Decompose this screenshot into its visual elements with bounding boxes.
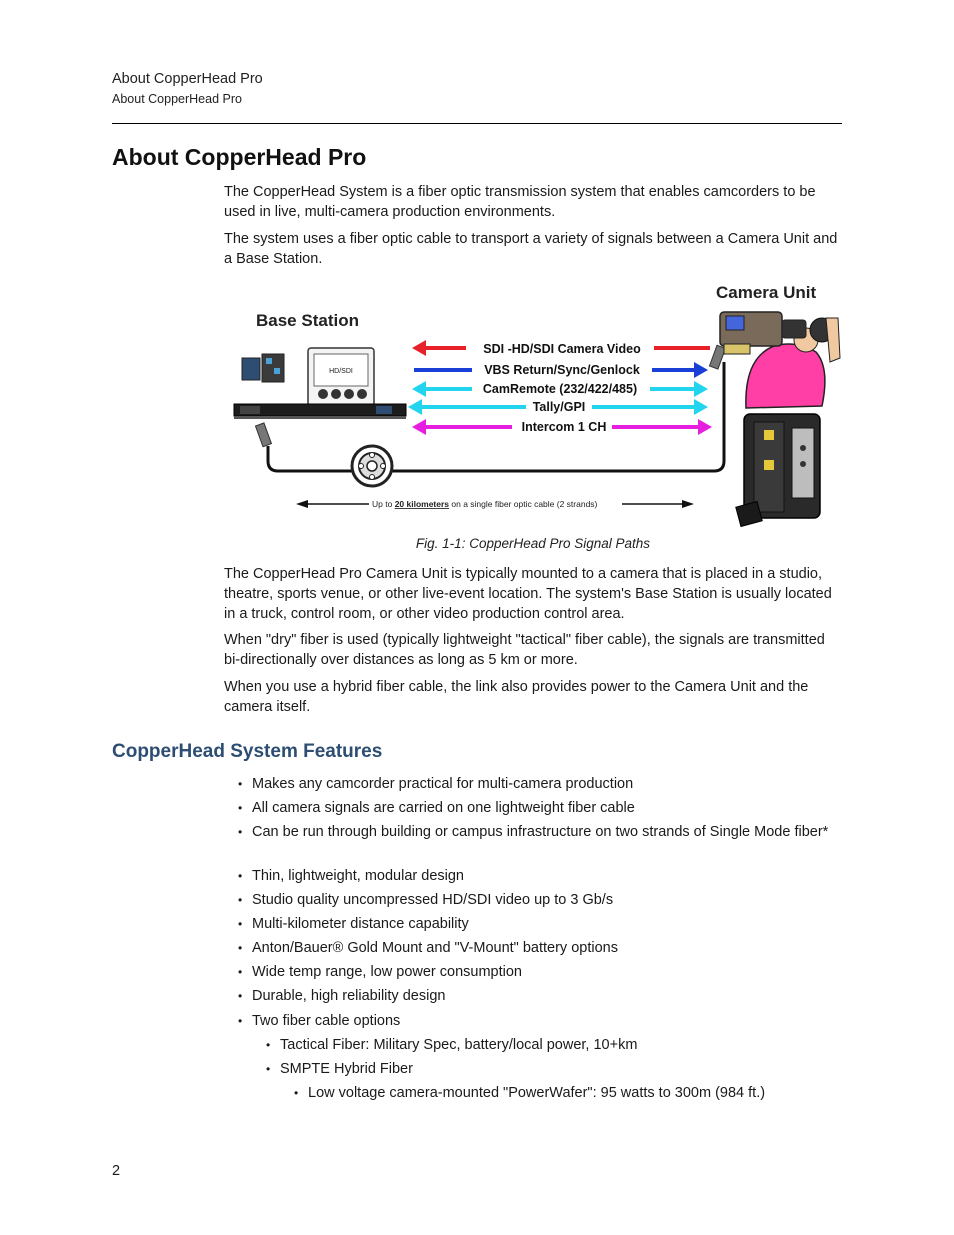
cable-reel-icon — [352, 446, 392, 486]
list-item: • Multi-kilometer distance capability — [238, 916, 469, 932]
signal-label-vbs: VBS Return/Sync/Genlock — [484, 363, 640, 377]
signal-label-intercom: Intercom 1 CH — [521, 420, 607, 434]
signal-arrow-intercom — [412, 419, 712, 435]
signal-arrow-camremote — [412, 381, 708, 397]
intro-paragraph-2: The system uses a fiber optic cable to transport a variety of signals between a Camera Unit and a Base Station. — [224, 231, 838, 267]
list-item: • Wide temp range, low power consumption — [238, 964, 522, 980]
signal-label-sdi: SDI -HD/SDI Camera Video — [483, 342, 641, 356]
monitor-icon — [308, 348, 374, 406]
signal-arrow-vbs — [414, 362, 708, 378]
running-header-chapter: About CopperHead Pro — [112, 71, 263, 87]
features-heading: CopperHead System Features — [112, 741, 383, 762]
signal-paths-figure — [226, 278, 846, 528]
signal-arrow-sdi — [412, 340, 710, 356]
sub-list-item: • SMPTE Hybrid Fiber — [266, 1061, 413, 1077]
list-item: • Anton/Bauer® Gold Mount and "V-Mount" battery options — [238, 940, 618, 956]
list-item: • Studio quality uncompressed HD/SDI video up to 3 Gb/s — [238, 892, 614, 908]
page-title: About CopperHead Pro — [112, 144, 367, 170]
list-item: • All camera signals are carried on one lightweight fiber cable — [238, 800, 635, 816]
body-paragraph-3: When you use a hybrid fiber cable, the link also provides power to the Camera Unit and the camera itself. — [224, 679, 809, 715]
base-station-module-icon — [242, 354, 284, 382]
body-paragraph-1: The CopperHead Pro Camera Unit is typically mounted to a camera that is placed in a studio, theatre, sports venue, or other live-event location. The system's Base Station is usually located in a truck, control room, or other video production control area. — [224, 566, 832, 622]
running-header-section: About CopperHead Pro — [112, 92, 242, 106]
monitor-label: HD/SDI — [329, 368, 353, 375]
base-station-label: Base Station — [256, 311, 359, 330]
camera-unit-label: Camera Unit — [716, 283, 817, 302]
sub-sub-list-item: • Low voltage camera-mounted "PowerWafer": 95 watts to 300m (984 ft.) — [294, 1085, 766, 1101]
base-station-rack-icon — [234, 404, 406, 419]
body-paragraph-2: When "dry" fiber is used (typically lightweight "tactical" fiber cable), the signals are transmitted bi-directionally over distances as long as 5 km or more. — [224, 632, 825, 668]
figure-caption: Fig. 1-1: CopperHead Pro Signal Paths — [415, 536, 651, 551]
distance-label: Up to 20 kilometers on a single fiber optic cable (2 strands) — [372, 499, 598, 509]
list-item: • Two fiber cable options — [238, 1013, 401, 1029]
camera-operator-icon — [720, 312, 840, 408]
intro-paragraph-1: The CopperHead System is a fiber optic transmission system that enables camcorders to be used in live, multi-camera production environments. — [224, 184, 816, 220]
distance-arrow — [296, 499, 694, 509]
list-item: • Durable, high reliability design — [238, 988, 446, 1004]
camera-unit-hardware-icon — [736, 414, 820, 527]
base-connector-icon — [255, 423, 271, 447]
header-divider — [112, 123, 842, 124]
list-item: • Can be run through building or campus infrastructure on two strands of Single Mode fiber* — [238, 824, 829, 840]
signal-label-tally: Tally/GPI — [532, 400, 586, 414]
page-number: 2 — [112, 1163, 121, 1179]
list-item: • Makes any camcorder practical for multi-camera production — [238, 776, 634, 792]
signal-label-camremote: CamRemote (232/422/485) — [482, 382, 638, 396]
list-item: • Thin, lightweight, modular design — [238, 868, 464, 884]
signal-arrow-tally — [408, 399, 708, 415]
sub-list-item: • Tactical Fiber: Military Spec, battery/local power, 10+km — [266, 1037, 638, 1053]
